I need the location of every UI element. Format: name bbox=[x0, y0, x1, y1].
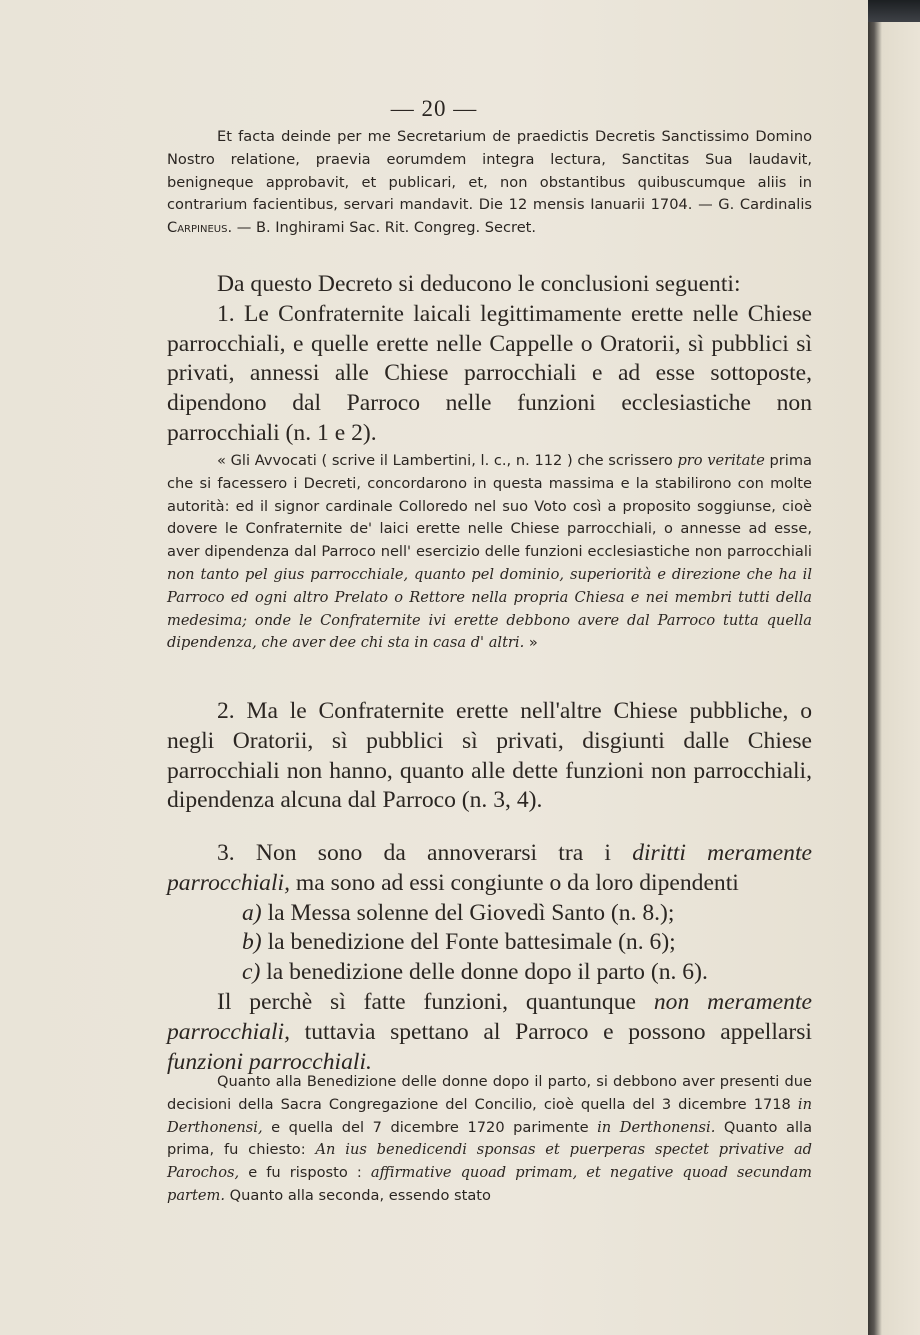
conclusion-3-c: ma sono ad essi congiunte o da loro dipendenti bbox=[295, 869, 739, 896]
note-a: Quanto alla Benedizione delle donne dopo il parto, si debbono aver presenti due decisioni della Sacra Congregazione del Concilio, cioè quella del 3 dicembre 1718 bbox=[167, 1073, 812, 1113]
quote-text-a: « Gli Avvocati ( scrive il Lambertini, l. c., n. 112 ) che scrissero bbox=[217, 452, 673, 469]
note-h: affirmative quoad primam, et negative quoad secundam partem. bbox=[167, 1164, 813, 1204]
quote-close: » bbox=[528, 634, 538, 652]
page-number: — 20 — bbox=[390, 96, 478, 121]
item-c-label: c) bbox=[242, 959, 261, 986]
conclusion-3-a: 3. Non sono da annoverarsi tra i bbox=[217, 840, 611, 866]
reason-a: Il perchè sì fatte funzioni, quantunque bbox=[217, 988, 636, 1015]
main-conclusions bbox=[167, 270, 812, 449]
item-b-label: b) bbox=[242, 929, 262, 956]
list-item-c bbox=[167, 958, 812, 988]
conclusion-2: 2. Ma le Confraternite erette nell'altre Chiese pubbliche, o negli Oratorii, sì pubblici sì privati, disgiunti dalle Chiese parrocchiali non hanno, quanto alle dette funzioni non parrocchiali, dipendenza alcuna dal Parroco (n. 3, 4). bbox=[167, 698, 812, 814]
note-f: An ius benedicendi sponsas et puerperas spectet privative ad Parochos, bbox=[167, 1141, 813, 1182]
note-i: Quanto alla seconda, essendo stato bbox=[229, 1186, 491, 1204]
reason-italic-d: funzioni parrocchiali. bbox=[167, 1048, 372, 1075]
decree-closing-paragraph bbox=[167, 126, 812, 240]
list-item-b bbox=[167, 928, 812, 958]
reason-italic-b: non meramente parrocchiali, bbox=[167, 988, 812, 1045]
signature-suffix: . — B. Inghirami Sac. Rit. Congreg. Secret. bbox=[227, 219, 537, 237]
signature-name: Carpineus bbox=[167, 219, 228, 237]
note-g: e fu risposto : bbox=[248, 1164, 362, 1182]
signature-prefix: — G. Cardinalis bbox=[698, 196, 812, 214]
benediction-note bbox=[167, 1071, 812, 1208]
decree-close-text: Et facta deinde per me Secretarium de praedictis Decretis Sanctissimo Domino Nostro relatione, praevia eorumdem integra lectura, Sanctitas Sua laudavit, benigneque approbavit, et publicari, et, non obstantibus quibuscumque aliis in contrarium facientibus, servari mandavit. Die 12 mensis Ianuarii 1704. bbox=[167, 128, 812, 214]
reason-c: tuttavia spettano al Parroco e possono appellarsi bbox=[304, 1018, 812, 1045]
note-c: e quella del 7 dicembre 1720 parimente bbox=[271, 1118, 589, 1136]
conclusion-3-block bbox=[167, 839, 812, 1077]
page-edge bbox=[868, 0, 920, 1335]
note-d: in Derthonensi. bbox=[597, 1118, 716, 1136]
conclusion-2-block bbox=[167, 697, 812, 816]
quote-text-c: prima che si facessero i Decreti, concordarono in questa massima e la stabilirono con molte autorità: ed il signor cardinale Colloredo nel suo Voto così a proposito soggiunse, cioè dovere le Confraternite de' laici erette nelle Chiese parrocchiali, o annesse ad esse, aver dipendenza dal Parroco nell' esercizio delle funzioni ecclesiastiche non parrocchiali bbox=[167, 452, 812, 561]
item-b-text: la benedizione del Fonte battesimale (n. 6); bbox=[267, 929, 676, 956]
item-a-label: a) bbox=[242, 899, 262, 926]
page-corner-shadow bbox=[868, 0, 920, 22]
list-item-a bbox=[167, 899, 812, 929]
lambertini-quote bbox=[167, 450, 812, 655]
conclusion-3-italic: diritti meramente parrocchiali, bbox=[167, 840, 812, 896]
item-a-text: la Messa solenne del Giovedì Santo (n. 8.); bbox=[267, 899, 675, 926]
quote-italic-d: non tanto pel gius parrocchiale, quanto pel dominio, superiorità e direzione che ha il Parroco ed ogni altro Prelato o Rettore nella propria Chiesa e nei membri tutti della medesima; onde le Confraternite ivi erette debbono avere dal Parroco tutta quella dipendenza, che aver dee chi sta in casa d' altri. bbox=[167, 565, 812, 652]
conclusion-1: 1. Le Confraternite laicali legittimamente erette nelle Chiese parrocchiali, e quelle erette nelle Cappelle o Oratorii, sì pubblici sì privati, annessi alle Chiese parrocchiali e ad esse sottoposte, dipendono dal Parroco nelle funzioni ecclesiastiche non parrocchiali (n. 1 e 2). bbox=[167, 300, 812, 446]
note-e: Quanto alla prima, fu chiesto: bbox=[167, 1118, 813, 1159]
conclusions-intro: Da questo Decreto si deducono le conclusioni seguenti: bbox=[217, 271, 741, 297]
item-c-text: la benedizione delle donne dopo il parto (n. 6). bbox=[266, 959, 708, 986]
quote-italic-b: pro veritate bbox=[677, 452, 765, 469]
note-b: in Derthonensi, bbox=[167, 1095, 812, 1136]
